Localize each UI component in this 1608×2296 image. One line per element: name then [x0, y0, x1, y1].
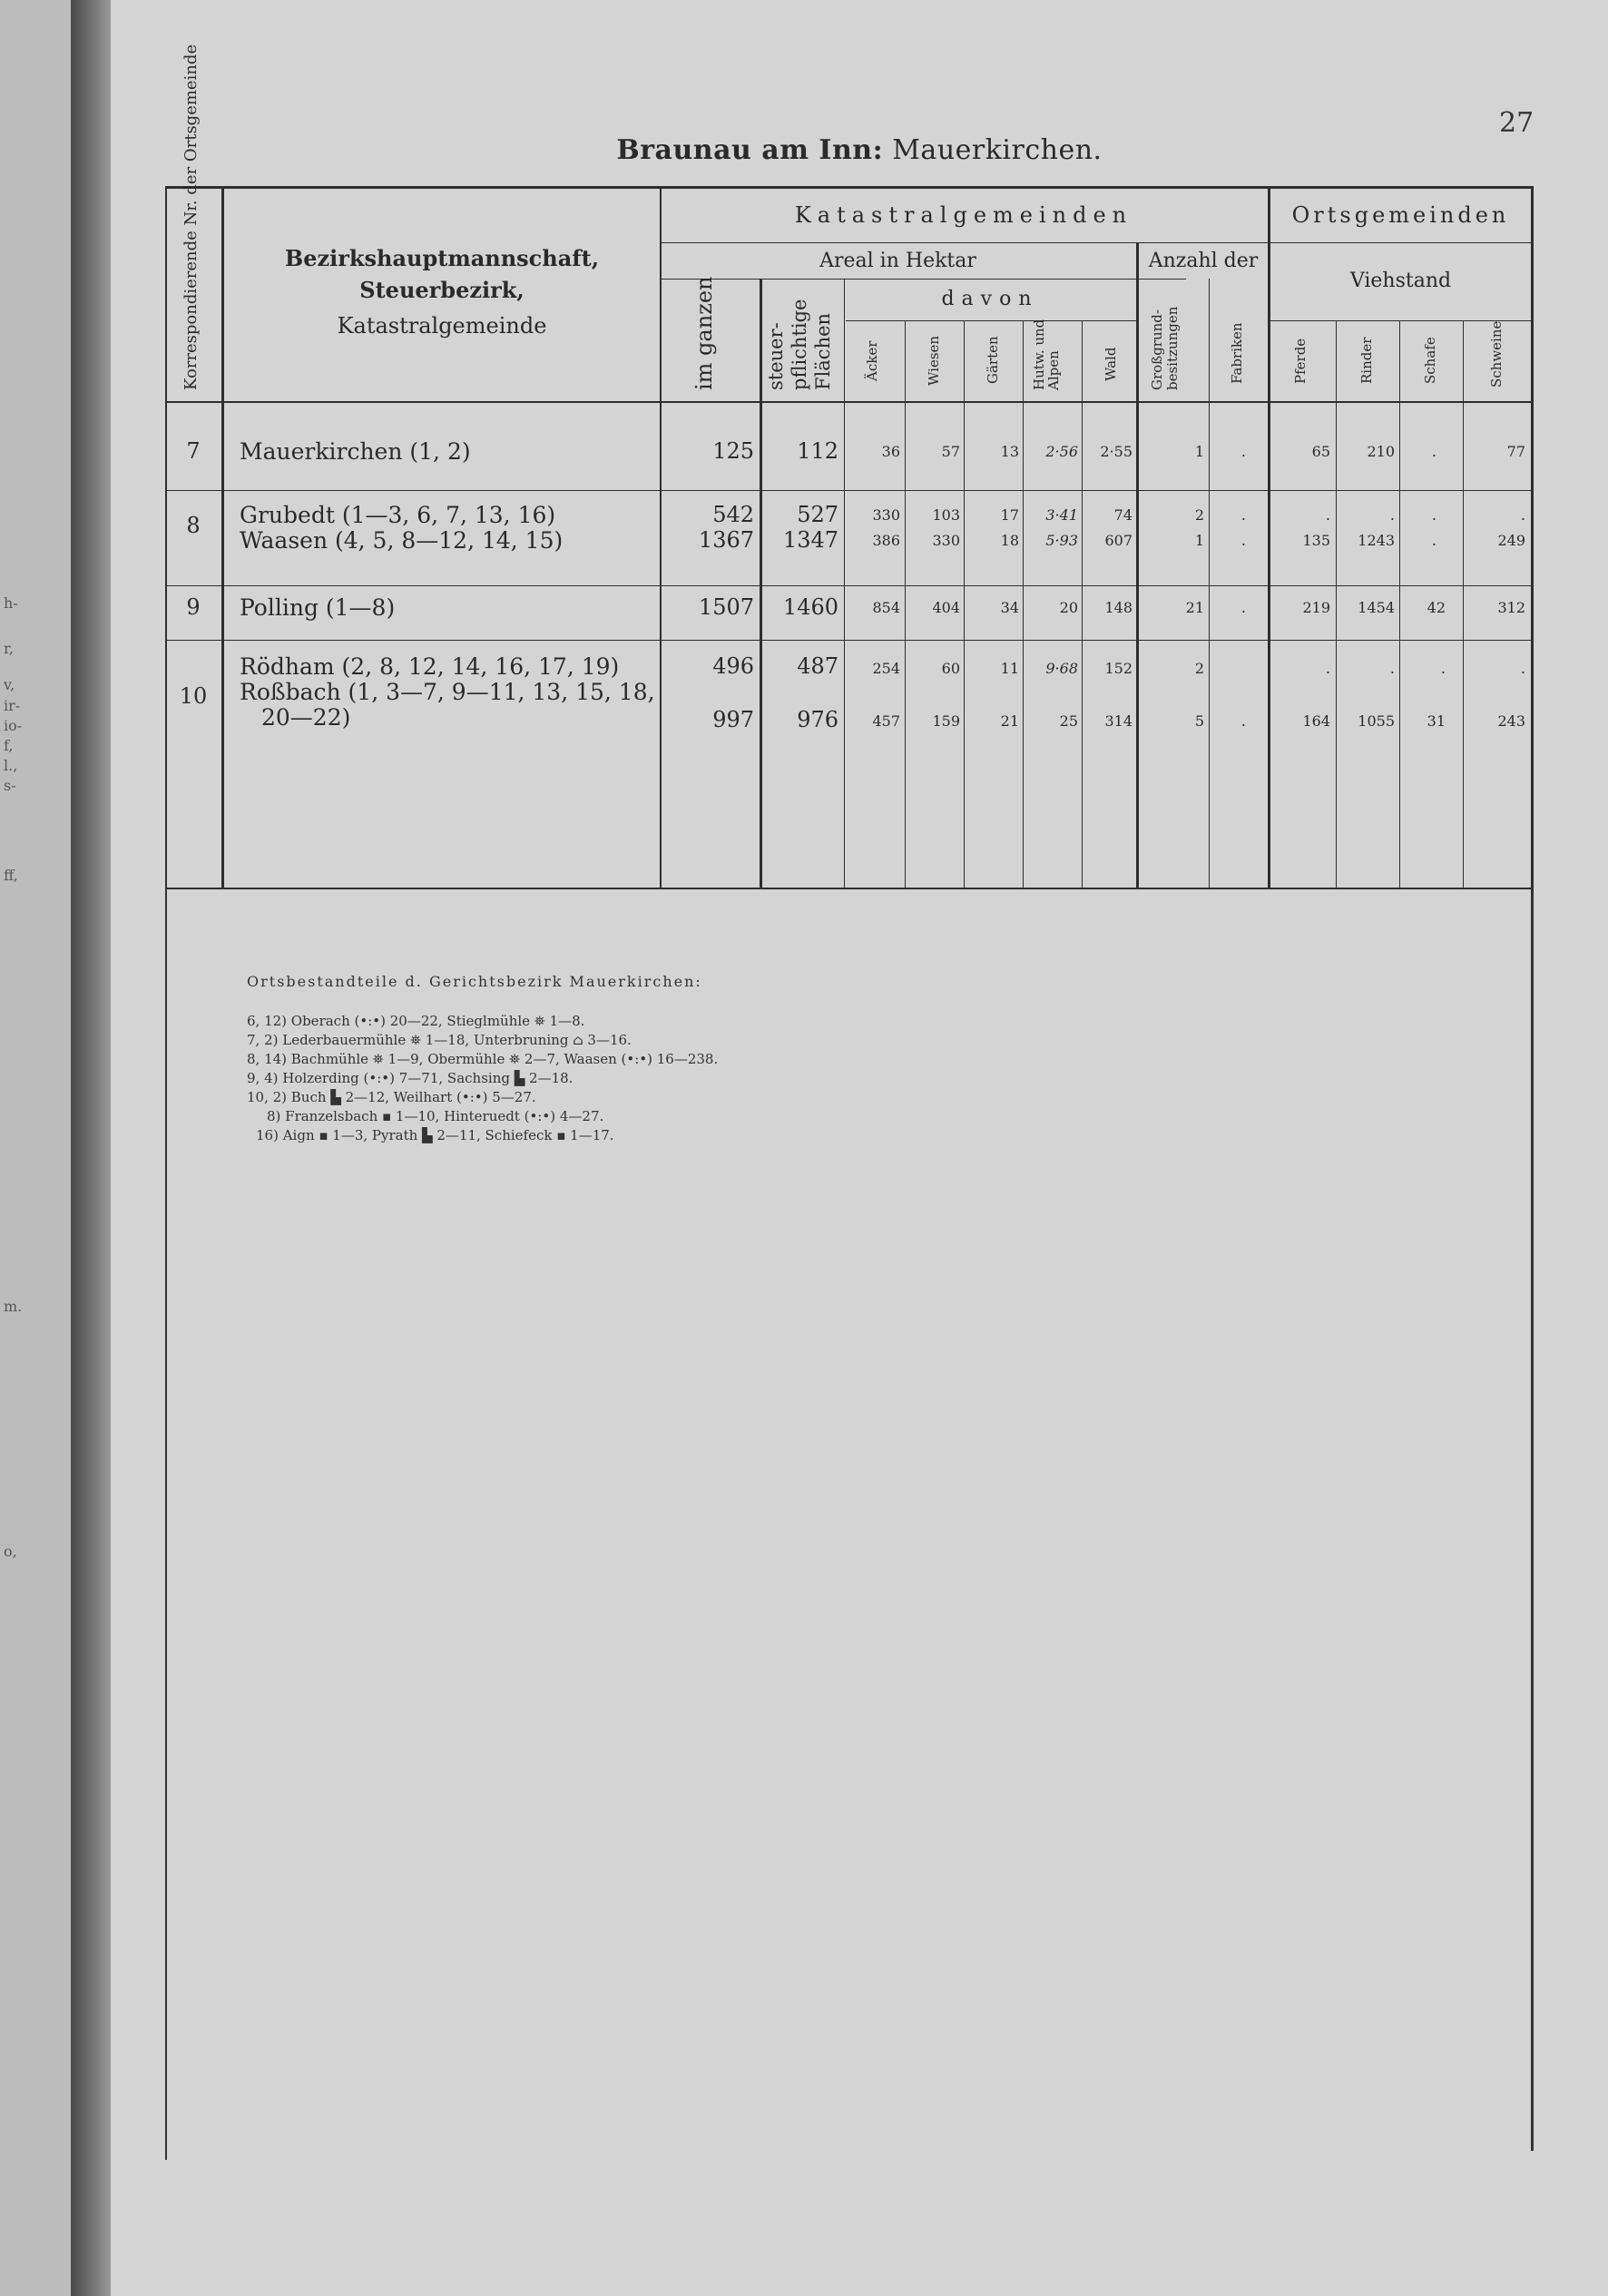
col-gaerten: Gärten: [985, 336, 1001, 384]
cell-schafe: .: [1440, 660, 1446, 677]
fragment: o,: [4, 1543, 17, 1560]
book-spine-shadow: [71, 0, 111, 2296]
row-name: Roßbach (1, 3—7, 9—11, 13, 15, 18,: [240, 679, 655, 705]
notes-title: Ortsbestandteile d. Gerichtsbezirk Mauerkirchen:: [247, 973, 702, 990]
cell-wiesen: 330: [932, 532, 960, 549]
cell-rinder: 1055: [1358, 712, 1395, 730]
cell-grossgrund: 1: [1194, 443, 1204, 460]
cell-wiesen: 103: [932, 506, 960, 524]
row-name: Polling (1—8): [240, 594, 396, 621]
cell-steuerpflichtig: 1460: [782, 594, 838, 620]
cell-im-ganzen: 1507: [698, 594, 754, 620]
adjacent-page-strip: [0, 0, 71, 2296]
col-fabriken: Fabriken: [1229, 322, 1245, 384]
fragment: io-: [4, 717, 23, 734]
cell-hutweiden: 5·93: [1045, 532, 1078, 549]
fragment: v,: [4, 676, 15, 693]
cell-im-ganzen: 496: [712, 653, 754, 679]
cell-pferde: 164: [1302, 712, 1330, 730]
note-line: 8, 14) Bachmühle ⛯ 1—9, Obermühle ⛯ 2—7, Waasen (•:•) 16—238.: [247, 1051, 719, 1067]
row-name: 20—22): [261, 704, 351, 731]
fragment: f,: [4, 737, 14, 754]
cell-gaerten: 34: [1000, 599, 1019, 616]
cell-wald: 148: [1104, 599, 1132, 616]
col-pferde: Pferde: [1292, 338, 1309, 384]
cell-aecker: 457: [872, 712, 900, 730]
fragment: ff,: [4, 867, 18, 884]
note-line: 10, 2) Buch ▙ 2—12, Weilhart (•:•) 5—27.: [247, 1089, 536, 1105]
cell-schweine: 243: [1497, 712, 1525, 730]
adjacent-page-fragments: [0, 0, 71, 2296]
cell-steuerpflichtig: 1347: [782, 527, 838, 553]
cell-hutweiden: 3·41: [1045, 506, 1078, 524]
cell-grossgrund: 2: [1194, 506, 1204, 524]
cell-aecker: 854: [872, 599, 900, 616]
cell-steuerpflichtig: 487: [797, 653, 838, 679]
cell-schweine: .: [1520, 506, 1525, 524]
cell-wald: 74: [1113, 506, 1132, 524]
cell-grossgrund: 5: [1194, 712, 1204, 730]
col-schweine: Schweine: [1488, 320, 1505, 388]
col-wiesen: Wiesen: [926, 335, 942, 386]
fragment: m.: [4, 1298, 23, 1315]
cell-pferde: 65: [1311, 443, 1330, 460]
frame-left-rule: [165, 889, 167, 2160]
cell-steuerpflichtig: 112: [797, 438, 838, 464]
cell-aecker: 254: [872, 660, 900, 677]
davon-header: davon: [941, 288, 1039, 310]
cell-schafe: .: [1431, 532, 1436, 549]
fragment: ir-: [4, 697, 21, 714]
cell-rinder: 1243: [1358, 532, 1395, 549]
cell-hutweiden: 2·56: [1045, 443, 1078, 460]
page: [111, 0, 1608, 2296]
cell-rinder: .: [1389, 506, 1395, 524]
row-nr: 8: [186, 513, 201, 538]
cell-schafe: .: [1431, 443, 1436, 460]
cell-wiesen: 159: [932, 712, 960, 730]
cell-hutweiden: 25: [1059, 712, 1078, 730]
cell-aecker: 386: [872, 532, 900, 549]
cell-aecker: 330: [872, 506, 900, 524]
cell-pferde: 219: [1302, 599, 1330, 616]
cell-pferde: .: [1325, 660, 1330, 677]
cell-schafe: 42: [1427, 599, 1446, 616]
cell-gaerten: 13: [1000, 443, 1019, 460]
row-name: Waasen (4, 5, 8—12, 14, 15): [240, 527, 564, 554]
row-name: Rödham (2, 8, 12, 14, 16, 17, 19): [240, 653, 620, 680]
bez-header-1: Bezirkshauptmannschaft,: [284, 245, 600, 271]
cell-im-ganzen: 542: [712, 502, 754, 527]
cell-schweine: 249: [1497, 532, 1525, 549]
cell-schafe: 31: [1427, 712, 1446, 730]
col-aecker: Äcker: [864, 340, 880, 381]
cell-wald: 314: [1104, 712, 1132, 730]
cell-wiesen: 57: [941, 443, 960, 460]
areal-header: Areal in Hektar: [819, 250, 976, 272]
col-im-ganzen: im ganzen: [691, 276, 717, 390]
cell-hutweiden: 20: [1059, 599, 1078, 616]
cell-rinder: .: [1389, 660, 1395, 677]
running-head-rest: Mauerkirchen.: [892, 134, 1103, 166]
running-head-bold: Braunau am Inn:: [616, 134, 884, 166]
note-line: 7, 2) Lederbauermühle ⛯ 1—18, Unterbruning ⌂ 3—16.: [247, 1032, 632, 1048]
ortsbestandteile-notes: [247, 973, 718, 1143]
cell-fabriken: .: [1240, 443, 1246, 460]
cell-im-ganzen: 997: [712, 707, 754, 732]
cell-fabriken: .: [1240, 712, 1246, 730]
col-grossgrund: Großgrund-besitzungen: [1149, 306, 1181, 390]
cell-schafe: .: [1431, 506, 1436, 524]
col-schafe: Schafe: [1422, 337, 1438, 384]
cell-hutweiden: 9·68: [1045, 660, 1078, 677]
col-hutweiden: Hutw. und Alpen: [1031, 319, 1062, 390]
fragment: l.,: [4, 757, 18, 774]
col-wald: Wald: [1103, 347, 1119, 381]
fragment: h-: [4, 594, 18, 612]
cell-im-ganzen: 1367: [698, 527, 754, 553]
cell-rinder: 210: [1367, 443, 1395, 460]
cell-gaerten: 18: [1000, 532, 1019, 549]
cell-grossgrund: 21: [1185, 599, 1204, 616]
cell-schweine: 77: [1506, 443, 1525, 460]
cell-pferde: 135: [1302, 532, 1330, 549]
cell-steuerpflichtig: 976: [797, 707, 838, 732]
cell-wiesen: 404: [932, 599, 960, 616]
anzahl-header: Anzahl der: [1148, 250, 1259, 272]
cell-im-ganzen: 125: [712, 438, 754, 464]
cell-schweine: .: [1520, 660, 1525, 677]
row-name: Grubedt (1—3, 6, 7, 13, 16): [240, 502, 556, 528]
cell-wald: 2·55: [1100, 443, 1132, 460]
col-steuerpflichtig: steuer-pflichtige Flächen: [765, 299, 834, 390]
cell-gaerten: 11: [1000, 660, 1019, 677]
cell-steuerpflichtig: 527: [797, 502, 838, 527]
cell-gaerten: 17: [1000, 506, 1019, 524]
fragment: s-: [4, 777, 16, 794]
cell-rinder: 1454: [1358, 599, 1395, 616]
bez-header-3: Katastralgemeinde: [337, 313, 547, 339]
cell-fabriken: .: [1240, 506, 1246, 524]
cell-aecker: 36: [881, 443, 900, 460]
note-line: 9, 4) Holzerding (•:•) 7—71, Sachsing ▙ 2—18.: [247, 1070, 574, 1086]
page-number: 27: [1499, 107, 1534, 139]
cell-schweine: 312: [1497, 599, 1525, 616]
note-line: 8) Franzelsbach ▪ 1—10, Hinteruedt (•:•) 4—27.: [267, 1108, 604, 1124]
row-nr: 9: [186, 594, 201, 620]
cell-fabriken: .: [1240, 532, 1246, 549]
col-rinder: Rinder: [1358, 337, 1375, 384]
katastral-header: Katastralgemeinden: [794, 202, 1133, 228]
cell-gaerten: 21: [1000, 712, 1019, 730]
fragment: r,: [4, 640, 14, 657]
row-nr: 10: [179, 683, 208, 709]
bez-header-2: Steuerbezirk,: [359, 277, 525, 303]
cell-wald: 152: [1104, 660, 1132, 677]
cell-fabriken: .: [1240, 599, 1246, 616]
cell-wiesen: 60: [941, 660, 960, 677]
row-name: Mauerkirchen (1, 2): [240, 438, 471, 465]
cell-grossgrund: 1: [1194, 532, 1204, 549]
note-line: 16) Aign ▪ 1—3, Pyrath ▙ 2—11, Schiefeck ▪ 1—17.: [256, 1127, 614, 1143]
running-head: [111, 134, 1608, 166]
cell-grossgrund: 2: [1194, 660, 1204, 677]
korr-header: Korrespondierende Nr. der Ortsgemeinde: [181, 44, 201, 390]
orts-header: Ortsgemeinden: [1291, 202, 1510, 228]
cell-pferde: .: [1325, 506, 1330, 524]
cell-wald: 607: [1104, 532, 1132, 549]
frame-right-rule: [1531, 889, 1534, 2151]
row-nr: 7: [186, 438, 201, 464]
note-line: 6, 12) Oberach (•:•) 20—22, Stieglmühle ⛯ 1—8.: [247, 1013, 585, 1029]
viehstand-header: Viehstand: [1349, 270, 1452, 292]
